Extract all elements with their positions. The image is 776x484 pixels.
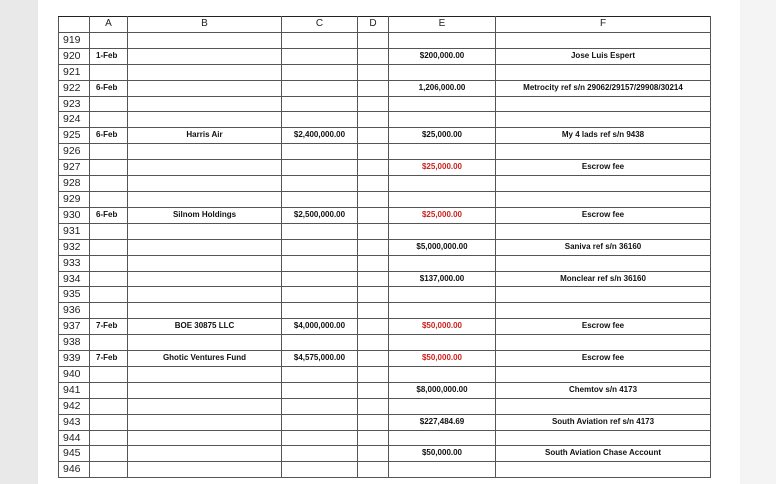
table-row xyxy=(59,128,711,144)
cell-b[interactable]: Ghotic Ventures Fund xyxy=(128,351,282,367)
row-number[interactable]: 940 xyxy=(59,366,90,382)
cell-e[interactable] xyxy=(389,32,496,48)
cell-c[interactable]: $4,000,000.00 xyxy=(282,319,358,335)
row-number[interactable]: 931 xyxy=(59,223,90,239)
cell-e[interactable]: $137,000.00 xyxy=(389,271,496,287)
cell-c[interactable] xyxy=(282,64,358,80)
cell-e[interactable] xyxy=(389,335,496,351)
table-row xyxy=(59,287,711,303)
cell-d[interactable] xyxy=(358,112,389,128)
cell-d[interactable] xyxy=(358,160,389,176)
cell-f[interactable] xyxy=(496,96,711,112)
row-number[interactable]: 946 xyxy=(59,462,90,478)
cell-d[interactable] xyxy=(358,446,389,462)
cell-e[interactable] xyxy=(389,287,496,303)
cell-a[interactable]: 1-Feb xyxy=(90,48,128,64)
cell-a[interactable] xyxy=(90,462,128,478)
row-number[interactable]: 932 xyxy=(59,239,90,255)
cell-a[interactable] xyxy=(90,303,128,319)
cell-e[interactable]: $25,000.00 xyxy=(389,207,496,223)
cell-d[interactable] xyxy=(358,239,389,255)
column-header-b[interactable]: B xyxy=(128,17,282,33)
cell-a[interactable] xyxy=(90,191,128,207)
cell-f[interactable]: Monclear ref s/n 36160 xyxy=(496,271,711,287)
row-number[interactable]: 934 xyxy=(59,271,90,287)
cell-d[interactable] xyxy=(358,319,389,335)
cell-a[interactable] xyxy=(90,32,128,48)
cell-b[interactable] xyxy=(128,144,282,160)
cell-c[interactable]: $2,400,000.00 xyxy=(282,128,358,144)
cell-e[interactable]: $25,000.00 xyxy=(389,128,496,144)
row-number[interactable]: 927 xyxy=(59,160,90,176)
row-number[interactable]: 944 xyxy=(59,430,90,446)
cell-d[interactable] xyxy=(358,64,389,80)
cell-e[interactable]: $25,000.00 xyxy=(389,160,496,176)
table-row xyxy=(59,382,711,398)
cell-c[interactable] xyxy=(282,239,358,255)
cell-a[interactable] xyxy=(90,255,128,271)
table-row xyxy=(59,223,711,239)
row-number[interactable]: 945 xyxy=(59,446,90,462)
cell-a[interactable] xyxy=(90,335,128,351)
cell-b[interactable] xyxy=(128,398,282,414)
cell-a[interactable] xyxy=(90,176,128,192)
cell-d[interactable] xyxy=(358,398,389,414)
table-row xyxy=(59,303,711,319)
cell-e[interactable] xyxy=(389,430,496,446)
table-row xyxy=(59,80,711,96)
cell-b[interactable] xyxy=(128,271,282,287)
table-row xyxy=(59,446,711,462)
row-number[interactable]: 921 xyxy=(59,64,90,80)
cell-a[interactable] xyxy=(90,366,128,382)
cell-c[interactable] xyxy=(282,96,358,112)
cell-b[interactable] xyxy=(128,255,282,271)
row-number[interactable]: 935 xyxy=(59,287,90,303)
cell-c[interactable] xyxy=(282,446,358,462)
column-header-row xyxy=(59,17,711,33)
cell-f[interactable]: Escrow fee xyxy=(496,207,711,223)
cell-e[interactable] xyxy=(389,303,496,319)
cell-a[interactable] xyxy=(90,160,128,176)
cell-a[interactable] xyxy=(90,382,128,398)
cell-c[interactable] xyxy=(282,414,358,430)
cell-d[interactable] xyxy=(358,80,389,96)
cell-d[interactable] xyxy=(358,382,389,398)
cell-c[interactable] xyxy=(282,303,358,319)
cell-b[interactable] xyxy=(128,446,282,462)
cell-a[interactable] xyxy=(90,223,128,239)
cell-d[interactable] xyxy=(358,303,389,319)
background-margin xyxy=(740,0,776,484)
cell-f[interactable] xyxy=(496,287,711,303)
cell-c[interactable] xyxy=(282,462,358,478)
row-number[interactable]: 941 xyxy=(59,382,90,398)
cell-c[interactable] xyxy=(282,287,358,303)
cell-e[interactable] xyxy=(389,176,496,192)
table-row xyxy=(59,48,711,64)
cell-d[interactable] xyxy=(358,335,389,351)
cell-e[interactable] xyxy=(389,255,496,271)
cell-b[interactable] xyxy=(128,239,282,255)
cell-c[interactable] xyxy=(282,382,358,398)
row-number[interactable]: 939 xyxy=(59,351,90,367)
table-row xyxy=(59,96,711,112)
cell-d[interactable] xyxy=(358,32,389,48)
cell-a[interactable] xyxy=(90,271,128,287)
cell-a[interactable]: 6-Feb xyxy=(90,80,128,96)
cell-d[interactable] xyxy=(358,207,389,223)
cell-f[interactable] xyxy=(496,366,711,382)
cell-d[interactable] xyxy=(358,287,389,303)
row-number[interactable]: 920 xyxy=(59,48,90,64)
cell-a[interactable]: 6-Feb xyxy=(90,207,128,223)
cell-f[interactable]: Saniva ref s/n 36160 xyxy=(496,239,711,255)
cell-c[interactable] xyxy=(282,80,358,96)
cell-d[interactable] xyxy=(358,430,389,446)
row-number[interactable]: 942 xyxy=(59,398,90,414)
cell-a[interactable] xyxy=(90,430,128,446)
cell-b[interactable] xyxy=(128,335,282,351)
cell-f[interactable]: Escrow fee xyxy=(496,319,711,335)
table-row xyxy=(59,398,711,414)
cell-a[interactable] xyxy=(90,144,128,160)
table-row xyxy=(59,176,711,192)
cell-d[interactable] xyxy=(358,176,389,192)
cell-b[interactable] xyxy=(128,112,282,128)
row-number[interactable]: 936 xyxy=(59,303,90,319)
table-row xyxy=(59,32,711,48)
row-number[interactable]: 933 xyxy=(59,255,90,271)
document-page xyxy=(38,0,740,484)
cell-c[interactable] xyxy=(282,32,358,48)
cell-f[interactable] xyxy=(496,255,711,271)
row-number[interactable]: 922 xyxy=(59,80,90,96)
cell-b[interactable] xyxy=(128,366,282,382)
cell-a[interactable] xyxy=(90,239,128,255)
cell-d[interactable] xyxy=(358,366,389,382)
row-number[interactable]: 924 xyxy=(59,112,90,128)
column-header-e[interactable]: E xyxy=(389,17,496,33)
cell-f[interactable]: My 4 lads ref s/n 9438 xyxy=(496,128,711,144)
cell-c[interactable] xyxy=(282,176,358,192)
cell-c[interactable] xyxy=(282,366,358,382)
cell-c[interactable] xyxy=(282,255,358,271)
table-row xyxy=(59,462,711,478)
cell-d[interactable] xyxy=(358,96,389,112)
table-row xyxy=(59,144,711,160)
cell-b[interactable]: Harris Air xyxy=(128,128,282,144)
cell-a[interactable]: 6-Feb xyxy=(90,128,128,144)
cell-f[interactable]: Escrow fee xyxy=(496,160,711,176)
cell-a[interactable] xyxy=(90,64,128,80)
cell-f[interactable] xyxy=(496,398,711,414)
cell-f[interactable]: South Aviation ref s/n 4173 xyxy=(496,414,711,430)
cell-f[interactable] xyxy=(496,144,711,160)
cell-d[interactable] xyxy=(358,414,389,430)
cell-f[interactable] xyxy=(496,176,711,192)
cell-e[interactable] xyxy=(389,144,496,160)
row-number[interactable]: 926 xyxy=(59,144,90,160)
cell-b[interactable]: BOE 30875 LLC xyxy=(128,319,282,335)
cell-e[interactable]: $200,000.00 xyxy=(389,48,496,64)
cell-c[interactable] xyxy=(282,112,358,128)
cell-c[interactable] xyxy=(282,223,358,239)
table-row xyxy=(59,335,711,351)
row-number[interactable]: 928 xyxy=(59,176,90,192)
cell-a[interactable] xyxy=(90,398,128,414)
cell-d[interactable] xyxy=(358,191,389,207)
cell-b[interactable] xyxy=(128,64,282,80)
spreadsheet-grid xyxy=(58,16,711,478)
cell-b[interactable] xyxy=(128,382,282,398)
cell-d[interactable] xyxy=(358,271,389,287)
sheet-body xyxy=(59,32,711,477)
cell-e[interactable]: $50,000.00 xyxy=(389,319,496,335)
cell-b[interactable] xyxy=(128,287,282,303)
cell-f[interactable] xyxy=(496,303,711,319)
table-row xyxy=(59,64,711,80)
cell-b[interactable] xyxy=(128,303,282,319)
cell-f[interactable] xyxy=(496,335,711,351)
table-row xyxy=(59,239,711,255)
cell-a[interactable] xyxy=(90,287,128,303)
cell-f[interactable] xyxy=(496,32,711,48)
table-row xyxy=(59,255,711,271)
table-row xyxy=(59,319,711,335)
row-number[interactable]: 919 xyxy=(59,32,90,48)
row-number[interactable]: 925 xyxy=(59,128,90,144)
cell-e[interactable] xyxy=(389,64,496,80)
table-row xyxy=(59,191,711,207)
table-row xyxy=(59,112,711,128)
row-number[interactable]: 929 xyxy=(59,191,90,207)
cell-c[interactable] xyxy=(282,191,358,207)
cell-e[interactable]: $227,484.69 xyxy=(389,414,496,430)
cell-e[interactable] xyxy=(389,398,496,414)
cell-e[interactable] xyxy=(389,96,496,112)
cell-e[interactable]: $5,000,000.00 xyxy=(389,239,496,255)
cell-f[interactable] xyxy=(496,462,711,478)
cell-e[interactable] xyxy=(389,462,496,478)
cell-b[interactable] xyxy=(128,414,282,430)
cell-e[interactable] xyxy=(389,223,496,239)
row-number[interactable]: 938 xyxy=(59,335,90,351)
table-row xyxy=(59,351,711,367)
cell-b[interactable] xyxy=(128,223,282,239)
cell-d[interactable] xyxy=(358,255,389,271)
cell-a[interactable] xyxy=(90,446,128,462)
row-number[interactable]: 943 xyxy=(59,414,90,430)
cell-f[interactable] xyxy=(496,64,711,80)
table-row xyxy=(59,160,711,176)
cell-f[interactable]: Escrow fee xyxy=(496,351,711,367)
cell-c[interactable] xyxy=(282,48,358,64)
table-row xyxy=(59,414,711,430)
cell-c[interactable] xyxy=(282,398,358,414)
column-header-a[interactable]: A xyxy=(90,17,128,33)
cell-a[interactable]: 7-Feb xyxy=(90,319,128,335)
cell-b[interactable] xyxy=(128,32,282,48)
cell-c[interactable]: $4,575,000.00 xyxy=(282,351,358,367)
corner-cell[interactable] xyxy=(59,17,90,33)
cell-b[interactable] xyxy=(128,80,282,96)
row-number[interactable]: 937 xyxy=(59,319,90,335)
table-row xyxy=(59,207,711,223)
cell-c[interactable] xyxy=(282,160,358,176)
cell-b[interactable] xyxy=(128,462,282,478)
cell-f[interactable]: Metrocity ref s/n 29062/29157/29908/30214 xyxy=(496,80,711,96)
cell-b[interactable] xyxy=(128,48,282,64)
cell-f[interactable]: Jose Luis Espert xyxy=(496,48,711,64)
cell-a[interactable]: 7-Feb xyxy=(90,351,128,367)
cell-c[interactable] xyxy=(282,144,358,160)
column-header-d[interactable]: D xyxy=(358,17,389,33)
cell-c[interactable]: $2,500,000.00 xyxy=(282,207,358,223)
cell-f[interactable]: South Aviation Chase Account xyxy=(496,446,711,462)
cell-a[interactable] xyxy=(90,112,128,128)
cell-c[interactable] xyxy=(282,335,358,351)
cell-e[interactable] xyxy=(389,191,496,207)
cell-e[interactable] xyxy=(389,366,496,382)
table-row xyxy=(59,366,711,382)
cell-d[interactable] xyxy=(358,351,389,367)
cell-f[interactable] xyxy=(496,430,711,446)
cell-b[interactable] xyxy=(128,176,282,192)
cell-d[interactable] xyxy=(358,144,389,160)
cell-c[interactable] xyxy=(282,430,358,446)
cell-b[interactable] xyxy=(128,160,282,176)
cell-e[interactable]: $50,000.00 xyxy=(389,446,496,462)
cell-f[interactable] xyxy=(496,223,711,239)
cell-b[interactable] xyxy=(128,191,282,207)
cell-a[interactable] xyxy=(90,96,128,112)
cell-b[interactable] xyxy=(128,96,282,112)
cell-d[interactable] xyxy=(358,223,389,239)
cell-c[interactable] xyxy=(282,271,358,287)
column-header-c[interactable]: C xyxy=(282,17,358,33)
cell-b[interactable] xyxy=(128,430,282,446)
cell-d[interactable] xyxy=(358,462,389,478)
cell-e[interactable]: $50,000.00 xyxy=(389,351,496,367)
cell-d[interactable] xyxy=(358,48,389,64)
cell-b[interactable]: Silnom Holdings xyxy=(128,207,282,223)
row-number[interactable]: 930 xyxy=(59,207,90,223)
cell-f[interactable] xyxy=(496,191,711,207)
cell-f[interactable]: Chemtov s/n 4173 xyxy=(496,382,711,398)
cell-e[interactable]: 1,206,000.00 xyxy=(389,80,496,96)
cell-d[interactable] xyxy=(358,128,389,144)
cell-f[interactable] xyxy=(496,112,711,128)
column-header-f[interactable]: F xyxy=(496,17,711,33)
table-row xyxy=(59,430,711,446)
cell-a[interactable] xyxy=(90,414,128,430)
row-number[interactable]: 923 xyxy=(59,96,90,112)
cell-e[interactable] xyxy=(389,112,496,128)
table-row xyxy=(59,271,711,287)
cell-e[interactable]: $8,000,000.00 xyxy=(389,382,496,398)
